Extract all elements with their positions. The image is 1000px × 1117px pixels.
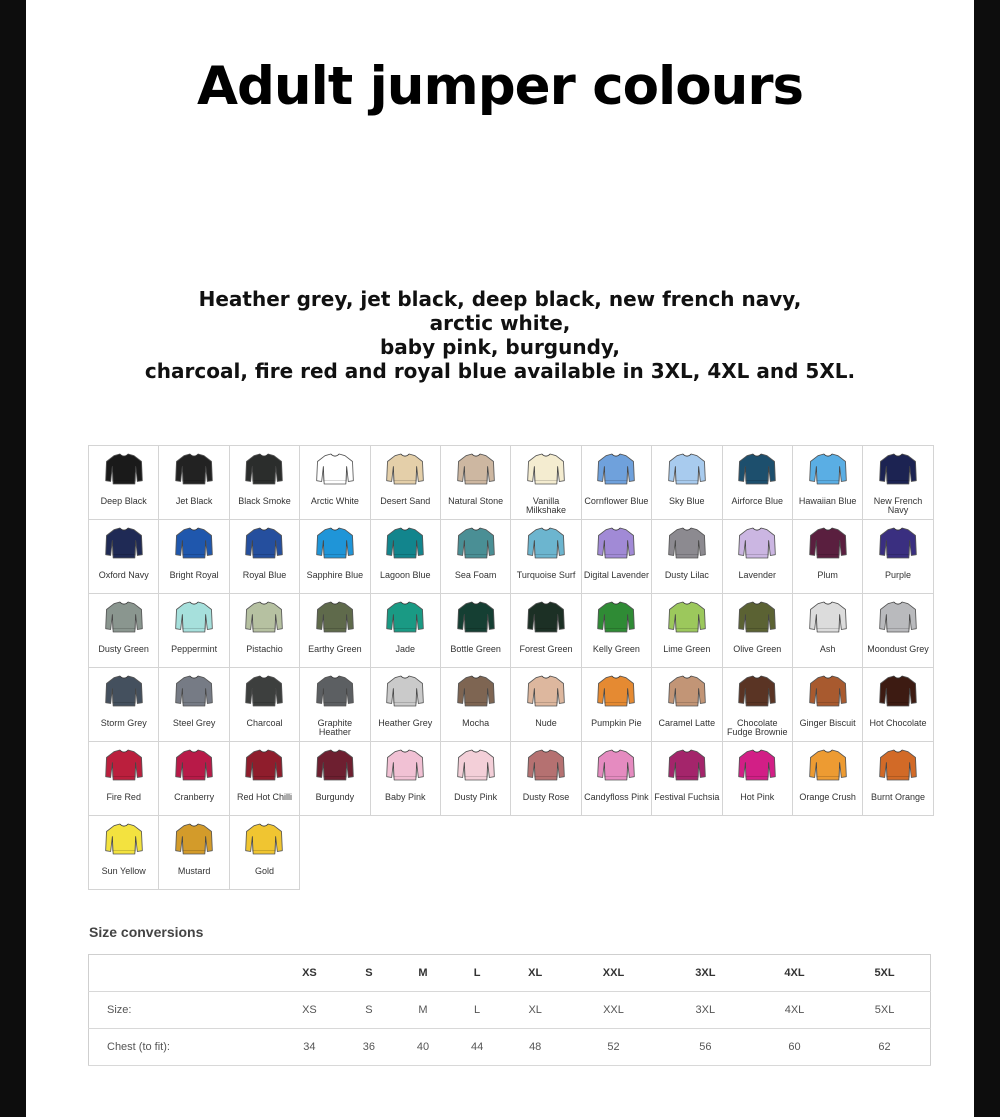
size-header-blank	[89, 955, 278, 992]
jumper-icon	[174, 600, 214, 634]
colour-name: Orange Crush	[799, 792, 856, 802]
size-header-cell: S	[342, 955, 396, 992]
jumper-icon	[808, 674, 848, 708]
colour-swatch	[793, 594, 863, 668]
colour-swatch	[511, 668, 581, 742]
colour-swatch	[89, 668, 159, 742]
colour-swatch	[371, 446, 441, 520]
chest-cell: 48	[504, 1029, 566, 1066]
colour-name: Mocha	[462, 718, 490, 728]
size-cell: M	[396, 992, 450, 1029]
jumper-icon	[174, 526, 214, 560]
colour-name: Red Hot Chilli	[236, 792, 292, 802]
colour-swatch	[89, 446, 159, 520]
colour-name: Candyfloss Pink	[584, 792, 649, 802]
colour-name: Storm Grey	[100, 718, 147, 728]
colour-swatch	[371, 594, 441, 668]
availability-note-line: charcoal, fire red and royal blue available in 3XL, 4XL and 5XL.	[144, 359, 856, 383]
jumper-icon	[174, 822, 214, 856]
colour-swatch	[723, 594, 793, 668]
colour-swatch	[159, 668, 229, 742]
colour-swatch	[652, 742, 722, 816]
colour-swatch	[863, 594, 933, 668]
availability-note-line: arctic white,	[429, 311, 571, 335]
colour-name: Ash	[819, 644, 836, 654]
jumper-icon	[526, 600, 566, 634]
colour-swatch	[371, 668, 441, 742]
colour-name: Oxford Navy	[98, 570, 149, 580]
page-title: Adult jumper colours	[196, 56, 804, 117]
jumper-icon	[667, 674, 707, 708]
colour-swatch	[582, 668, 652, 742]
colour-swatch	[371, 520, 441, 594]
size-row	[89, 992, 931, 1029]
jumper-icon	[104, 600, 144, 634]
colour-name: Olive Green	[733, 644, 782, 654]
size-header-cell: XXL	[566, 955, 661, 992]
colour-name: Natural Stone	[448, 496, 504, 506]
colour-name: Cranberry	[174, 792, 215, 802]
colour-swatch	[652, 520, 722, 594]
colour-name: Moondust Grey	[867, 644, 929, 654]
colour-name: Pumpkin Pie	[591, 718, 642, 728]
colour-name: Baby Pink	[384, 792, 426, 802]
jumper-icon	[737, 748, 777, 782]
jumper-icon	[315, 674, 355, 708]
chest-cell: 62	[839, 1029, 930, 1066]
colour-swatch	[793, 446, 863, 520]
jumper-icon	[526, 674, 566, 708]
colour-swatch	[89, 520, 159, 594]
colour-name: Burnt Orange	[870, 792, 925, 802]
colour-name: Pistachio	[246, 644, 283, 654]
jumper-icon	[244, 822, 284, 856]
jumper-icon	[737, 526, 777, 560]
colour-swatch	[863, 446, 933, 520]
colour-name: Dusty Pink	[454, 792, 498, 802]
colour-swatch	[863, 668, 933, 742]
jumper-icon	[315, 600, 355, 634]
colour-swatch	[441, 446, 511, 520]
colour-name: Forest Green	[519, 644, 573, 654]
colour-name: Digital Lavender	[583, 570, 649, 580]
jumper-icon	[667, 600, 707, 634]
colour-name: Mustard	[177, 866, 211, 876]
jumper-icon	[456, 452, 496, 486]
colour-name: Graphite Heather	[317, 718, 353, 737]
colour-name: Fire Red	[106, 792, 141, 802]
colour-name: Lime Green	[663, 644, 711, 654]
colour-swatch	[300, 520, 370, 594]
chest-cell: 40	[396, 1029, 450, 1066]
jumper-icon	[244, 748, 284, 782]
colour-swatch	[723, 520, 793, 594]
size-header-cell: 3XL	[661, 955, 750, 992]
colour-name: Dusty Green	[98, 644, 149, 654]
jumper-icon	[456, 748, 496, 782]
colour-swatch	[230, 520, 300, 594]
colour-name: Hawaiian Blue	[798, 496, 857, 506]
jumper-icon	[456, 600, 496, 634]
size-conversion-table	[88, 954, 931, 1066]
colour-name: Charcoal	[246, 718, 283, 728]
size-header-cell: 5XL	[839, 955, 930, 992]
jumper-icon	[878, 526, 918, 560]
colour-swatch	[441, 520, 511, 594]
colour-name: Ginger Biscuit	[799, 718, 856, 728]
colour-name: Desert Sand	[380, 496, 431, 506]
jumper-icon	[596, 600, 636, 634]
colour-name: Lavender	[738, 570, 776, 580]
size-header-row	[89, 955, 931, 992]
size-cell: 5XL	[839, 992, 930, 1029]
colour-name: Jet Black	[175, 496, 213, 506]
colour-name: Heather Grey	[378, 718, 433, 728]
colour-swatch	[652, 594, 722, 668]
colour-swatch	[441, 668, 511, 742]
jumper-icon	[104, 674, 144, 708]
size-header-cell: XL	[504, 955, 566, 992]
size-header-cell: M	[396, 955, 450, 992]
colour-name: Burgundy	[315, 792, 355, 802]
colour-name: Sun Yellow	[101, 866, 146, 876]
colour-swatch	[723, 742, 793, 816]
jumper-icon	[808, 526, 848, 560]
jumper-icon	[878, 452, 918, 486]
colour-name: Caramel Latte	[658, 718, 716, 728]
colour-swatch	[159, 446, 229, 520]
jumper-icon	[737, 452, 777, 486]
colour-swatch	[230, 668, 300, 742]
colour-name: Peppermint	[171, 644, 218, 654]
colour-swatch	[159, 816, 229, 890]
colour-name: Vanilla Milkshake	[526, 496, 567, 515]
colour-name: Gold	[254, 866, 274, 876]
jumper-icon	[526, 748, 566, 782]
availability-note-line: Heather grey, jet black, deep black, new french navy,	[198, 287, 802, 311]
chest-row	[89, 1029, 931, 1066]
jumper-icon	[385, 748, 425, 782]
jumper-icon	[737, 600, 777, 634]
colour-name: Dusty Lilac	[664, 570, 709, 580]
colour-swatch	[652, 668, 722, 742]
colour-name: Bright Royal	[169, 570, 219, 580]
colour-name: Purple	[884, 570, 911, 580]
size-cell: XL	[504, 992, 566, 1029]
colour-swatch	[652, 446, 722, 520]
colour-swatch	[511, 594, 581, 668]
colour-swatch	[159, 742, 229, 816]
jumper-icon	[385, 526, 425, 560]
colour-swatch	[511, 742, 581, 816]
jumper-icon	[385, 600, 425, 634]
colour-swatch-grid	[88, 445, 934, 890]
size-cell: 3XL	[661, 992, 750, 1029]
colour-name: Cornflower Blue	[584, 496, 649, 506]
chest-cell: 52	[566, 1029, 661, 1066]
colour-swatch	[300, 742, 370, 816]
colour-swatch	[793, 742, 863, 816]
jumper-icon	[808, 600, 848, 634]
jumper-icon	[526, 452, 566, 486]
colour-swatch	[511, 446, 581, 520]
colour-name: Bottle Green	[450, 644, 501, 654]
jumper-icon	[878, 748, 918, 782]
jumper-icon	[244, 526, 284, 560]
colour-swatch	[300, 446, 370, 520]
colour-swatch	[230, 742, 300, 816]
colour-swatch	[582, 520, 652, 594]
jumper-icon	[315, 748, 355, 782]
jumper-icon	[737, 674, 777, 708]
colour-name: Sapphire Blue	[306, 570, 364, 580]
jumper-icon	[596, 452, 636, 486]
jumper-icon	[456, 526, 496, 560]
jumper-icon	[104, 526, 144, 560]
colour-swatch	[793, 668, 863, 742]
jumper-icon	[808, 452, 848, 486]
colour-swatch	[300, 594, 370, 668]
size-row-label: Size:	[89, 992, 278, 1029]
jumper-icon	[244, 600, 284, 634]
colour-name: Black Smoke	[238, 496, 291, 506]
colour-swatch	[371, 742, 441, 816]
colour-swatch	[582, 594, 652, 668]
colour-swatch	[89, 594, 159, 668]
colour-swatch	[230, 816, 300, 890]
page	[26, 0, 974, 1117]
colour-name: Dusty Rose	[522, 792, 570, 802]
colour-name: Arctic White	[310, 496, 359, 506]
jumper-icon	[878, 600, 918, 634]
jumper-icon	[808, 748, 848, 782]
colour-name: New French Navy	[873, 496, 923, 515]
colour-swatch	[230, 594, 300, 668]
colour-name: Hot Chocolate	[869, 718, 927, 728]
colour-swatch	[511, 520, 581, 594]
size-header-cell: L	[450, 955, 504, 992]
jumper-icon	[104, 452, 144, 486]
jumper-icon	[174, 452, 214, 486]
chest-row-label: Chest (to fit):	[89, 1029, 278, 1066]
jumper-icon	[244, 452, 284, 486]
colour-name: Earthy Green	[308, 644, 362, 654]
jumper-icon	[526, 526, 566, 560]
colour-name: Festival Fuchsia	[654, 792, 720, 802]
colour-swatch	[89, 742, 159, 816]
jumper-icon	[667, 526, 707, 560]
colour-swatch	[89, 816, 159, 890]
colour-swatch	[863, 520, 933, 594]
jumper-icon	[596, 748, 636, 782]
colour-name: Jade	[395, 644, 416, 654]
colour-name: Deep Black	[100, 496, 147, 506]
colour-swatch	[582, 742, 652, 816]
colour-swatch	[723, 446, 793, 520]
colour-swatch	[441, 594, 511, 668]
colour-name: Airforce Blue	[731, 496, 783, 506]
jumper-icon	[315, 526, 355, 560]
chest-cell: 34	[277, 1029, 342, 1066]
chest-cell: 60	[750, 1029, 839, 1066]
jumper-icon	[174, 674, 214, 708]
colour-swatch	[863, 742, 933, 816]
colour-swatch	[723, 668, 793, 742]
jumper-icon	[667, 748, 707, 782]
jumper-icon	[104, 822, 144, 856]
chest-cell: 44	[450, 1029, 504, 1066]
size-cell: XXL	[566, 992, 661, 1029]
colour-swatch	[582, 446, 652, 520]
colour-name: Plum	[817, 570, 838, 580]
jumper-icon	[596, 674, 636, 708]
jumper-icon	[878, 674, 918, 708]
colour-swatch	[793, 520, 863, 594]
colour-swatch	[230, 446, 300, 520]
chest-cell: 56	[661, 1029, 750, 1066]
chest-cell: 36	[342, 1029, 396, 1066]
colour-swatch	[441, 742, 511, 816]
colour-name: Sky Blue	[669, 496, 705, 506]
size-conversions-heading: Size conversions	[89, 924, 204, 940]
jumper-icon	[104, 748, 144, 782]
jumper-icon	[596, 526, 636, 560]
size-header-cell: 4XL	[750, 955, 839, 992]
jumper-icon	[667, 452, 707, 486]
colour-name: Turquoise Surf	[516, 570, 576, 580]
jumper-icon	[244, 674, 284, 708]
size-cell: XS	[277, 992, 342, 1029]
colour-swatch	[159, 594, 229, 668]
colour-name: Kelly Green	[592, 644, 640, 654]
colour-name: Sea Foam	[454, 570, 497, 580]
colour-name: Nude	[535, 718, 557, 728]
colour-name: Lagoon Blue	[379, 570, 431, 580]
size-cell: S	[342, 992, 396, 1029]
size-cell: L	[450, 992, 504, 1029]
jumper-icon	[385, 452, 425, 486]
size-header-cell: XS	[277, 955, 342, 992]
jumper-icon	[385, 674, 425, 708]
jumper-icon	[456, 674, 496, 708]
jumper-icon	[174, 748, 214, 782]
colour-name: Chocolate Fudge Brownie	[726, 718, 788, 737]
availability-note-line: baby pink, burgundy,	[379, 335, 620, 359]
colour-name: Hot Pink	[740, 792, 775, 802]
colour-swatch	[159, 520, 229, 594]
colour-name: Steel Grey	[172, 718, 216, 728]
colour-name: Royal Blue	[242, 570, 287, 580]
size-cell: 4XL	[750, 992, 839, 1029]
availability-note	[26, 287, 974, 383]
jumper-icon	[315, 452, 355, 486]
colour-swatch	[300, 668, 370, 742]
